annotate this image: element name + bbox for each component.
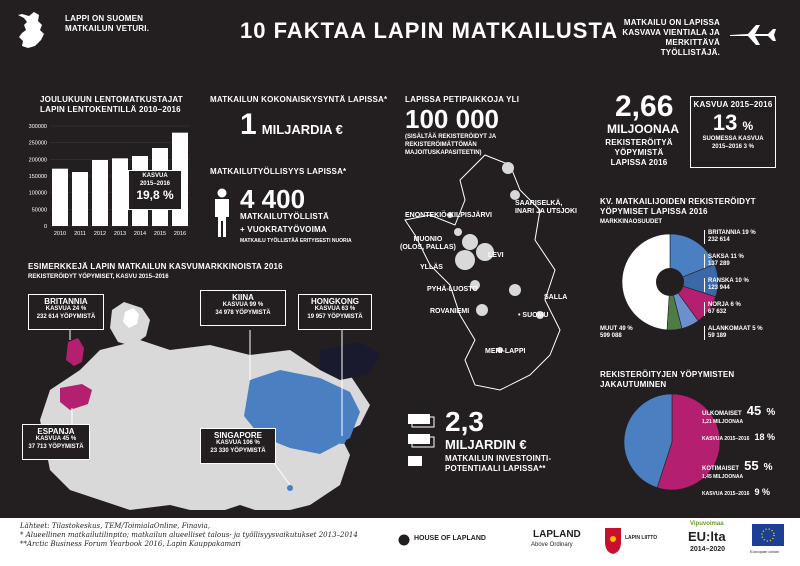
investment-unit: MILJARDIN € xyxy=(445,437,527,452)
market-britannia-box: BRITANNIA KASVUA 24 % 232 614 YÖPYMISTÄ xyxy=(28,294,104,330)
money-stack-icon xyxy=(406,412,438,474)
pie2-foreign-block: ULKOMAISET 45 % 1,21 MILJOONAA KASVUA 2015–2016 18 % xyxy=(702,403,776,442)
logo-eu-top: Vipuvoimaa xyxy=(690,521,724,527)
pie1-legend-item xyxy=(704,302,741,316)
map-label-pyha: PYHÄ-LUOSTO xyxy=(427,286,478,293)
employment-line2: + VUOKRATYÖVOIMA xyxy=(240,225,327,234)
x-tick-label: 2011 xyxy=(74,231,86,237)
y-tick-label: 300000 xyxy=(28,124,47,130)
map-label-merilappi: MERI-LAPPI xyxy=(485,348,526,355)
nights-growth-box: KASVUA 2015–2016 13 % SUOMESSA KASVUA 2015–2016 3 % xyxy=(690,96,776,168)
map-label-saariselka: SAARISELKÄ, INARI JA UTSJOKI xyxy=(515,200,577,215)
y-tick-label: 100000 xyxy=(28,190,47,197)
pie1-legend-name: ALANKOMAAT 5 % xyxy=(708,326,763,332)
pie1-title: KV. MATKAILIJOIDEN REKISTERÖIDYT YÖPYMISET LAPISSA 2016 xyxy=(600,197,756,216)
pie2-domestic-block: KOTIMAISET 55 % 1,45 MILJOONAA KASVUA 2015–2016 9 % xyxy=(702,458,773,497)
pie2-title: REKISTERÖITYJEN YÖPYMISTEN JAKAUTUMINEN xyxy=(600,370,735,389)
map-label-yllas: YLLÄS xyxy=(420,264,443,271)
markets-subtitle: REKISTERÖIDYT YÖPYMISET, KASVU 2015–2016 xyxy=(28,274,169,280)
markets-title: ESIMERKKEJÄ LAPIN MATKAILUN KASVUMARKKINOISTA 2016 xyxy=(28,262,283,271)
page-title: 10 FAKTAA LAPIN MATKAILUSTA xyxy=(240,18,619,43)
footer xyxy=(0,518,800,566)
market-hongkong-box: HONGKONG KASVUA 63 % 19 957 YÖPYMISTÄ xyxy=(298,294,372,330)
market-espanja-box: ESPANJA KASVUA 45 % 37 713 YÖPYMISTÄ xyxy=(22,424,90,460)
y-tick-label: 0 xyxy=(43,224,47,230)
y-tick-label: 50000 xyxy=(31,207,47,214)
map-label-levi: LEVI xyxy=(488,252,504,259)
eu-flag-icon xyxy=(752,524,784,546)
logo-eu-years: 2014–2020 xyxy=(690,546,726,553)
employment-value: 4 400 xyxy=(240,184,306,214)
pie1-legend-item xyxy=(704,254,744,268)
person-icon xyxy=(210,188,234,238)
logo-house-of-lapland: HOUSE OF LAPLAND xyxy=(414,535,486,542)
logo-lapland-sub: Above Ordinary xyxy=(531,542,573,548)
footer-sources: Lähteet: Tilastokeskus, TEM/ToimialaOnline, Finavia, * Alueellinen matkailutilinpito; matkailun alueelliset talous- ja työllisyysvaikutukset 2013–2014 **Arctic Business Forum Yearbook 2016, Lapin Kauppakamari xyxy=(20,522,358,548)
pie1-legend-item xyxy=(704,326,763,340)
pie1-legend-value: 232 614 xyxy=(708,237,730,243)
pie1-legend-value: 59 189 xyxy=(708,333,727,339)
finland-map-icon xyxy=(12,10,58,50)
bar-2013 xyxy=(112,158,128,226)
x-tick-label: 2014 xyxy=(133,231,147,237)
hongkong-dot xyxy=(338,436,346,444)
flights-growth-box: KASVUA 2015–2016 19,8 % xyxy=(128,170,182,210)
nights-value: 2,66 xyxy=(615,90,674,123)
pie1-legend-name: RANSKA 10 % xyxy=(708,278,749,284)
house-of-lapland-icon xyxy=(398,534,410,546)
map-label-muonio: MUONIO (OLOS, PALLAS) xyxy=(400,236,456,251)
right-tagline: MATKAILU ON LAPISSA KASVAVA VIENTIALA JA MERKITTÄVÄ TYÖLLISTÄJÄ. xyxy=(622,18,720,57)
market-kiina-box: KIINA KASVUA 99 % 34 978 YÖPYMISTÄ xyxy=(200,290,286,326)
y-tick-label: 150000 xyxy=(28,174,47,180)
x-tick-label: 2013 xyxy=(113,231,127,237)
pie1-legend-value: 137 289 xyxy=(708,261,730,267)
pie1-legend-value: 67 632 xyxy=(708,309,727,315)
beds-subtext: (SISÄLTÄÄ REKISTERÖIDYT JA REKISTERÖIMÄTTÖMÄN MAJOITUSKAPASITEETIN) xyxy=(405,134,497,156)
employment-line1: MATKAILUTYÖLLISTÄ xyxy=(240,212,330,221)
market-singapore-box: SINGAPORE KASVUA 106 % 23 330 YÖPYMISTÄ xyxy=(200,428,276,464)
left-tagline: LAPPI ON SUOMEN MATKAILUN VETURI. xyxy=(65,14,150,33)
employment-note: MATKAILU TYÖLLISTÄÄ ERITYISESTI NUORIA xyxy=(240,238,352,244)
beds-title: LAPISSA PETIPAIKKOJA YLI xyxy=(405,95,520,104)
logo-lapland: LAPLAND xyxy=(533,529,581,540)
y-tick-label: 250000 xyxy=(28,140,47,147)
pie1-legend-value: 123 944 xyxy=(708,285,730,291)
map-label-rovaniemi: ROVANIEMI xyxy=(430,308,470,315)
map-label-enontekio: ENONTEKIÖ-KILPISJÄRVI xyxy=(405,212,492,219)
turnover-title: MATKAILUN KOKONAISKYSYNTÄ LAPISSA* xyxy=(210,95,388,104)
pie1-legend-name: SAKSA 11 % xyxy=(708,254,744,260)
pie1-legend xyxy=(700,230,780,350)
map-label-suomu: • SUOMU xyxy=(518,312,549,319)
nights-unit: MILJOONAA xyxy=(607,122,679,136)
turnover-figure: 1 MILJARDIA € xyxy=(240,108,343,141)
beds-value: 100 000 xyxy=(405,104,499,134)
y-tick-label: 200000 xyxy=(28,157,47,164)
nights-desc: REKISTERÖITYÄ YÖPYMISTÄ LAPISSA 2016 xyxy=(605,138,673,167)
pie1-muut-label: MUUT 49 % 599 088 xyxy=(600,326,633,339)
x-tick-label: 2015 xyxy=(153,231,167,237)
bar-2010 xyxy=(52,169,68,226)
britain-shape xyxy=(66,338,84,366)
investment-value: 2,3 xyxy=(445,406,484,437)
investment-desc: MATKAILUN INVESTOINTI- POTENTIAALI LAPISSA** xyxy=(445,454,552,473)
eu-flag-caption: Euroopan unioni xyxy=(750,549,780,554)
bar-2011 xyxy=(72,172,88,226)
pie1-legend-name: BRITANNIA 19 % xyxy=(708,230,756,236)
pie1-legend-item xyxy=(704,230,756,244)
bar-2012 xyxy=(92,160,108,226)
x-tick-label: 2010 xyxy=(53,231,67,237)
logo-lapin-liitto: LAPIN LIITTO xyxy=(625,535,658,541)
x-tick-label: 2012 xyxy=(93,231,107,237)
lapland-map xyxy=(390,150,590,395)
pie1-legend-item xyxy=(704,278,749,292)
x-tick-label: 2016 xyxy=(173,231,187,237)
pie1-legend-name: NORJA 6 % xyxy=(708,302,741,308)
airplane-icon xyxy=(728,24,778,46)
flights-title: JOULUKUUN LENTOMATKUSTAJAT LAPIN LENTOKENTILLÄ 2010–2016 xyxy=(40,95,183,114)
pie1-subtitle: MARKKINAOSUUDET xyxy=(600,219,662,225)
map-label-salla: SALLA xyxy=(544,294,568,301)
logo-eu-mid: EU:lta xyxy=(688,529,726,544)
pie-hole xyxy=(656,268,684,296)
singapore-dot xyxy=(287,485,293,491)
employment-title: MATKAILUTYÖLLISYYS LAPISSA* xyxy=(210,167,347,176)
lapin-liitto-crest-icon xyxy=(603,526,623,554)
